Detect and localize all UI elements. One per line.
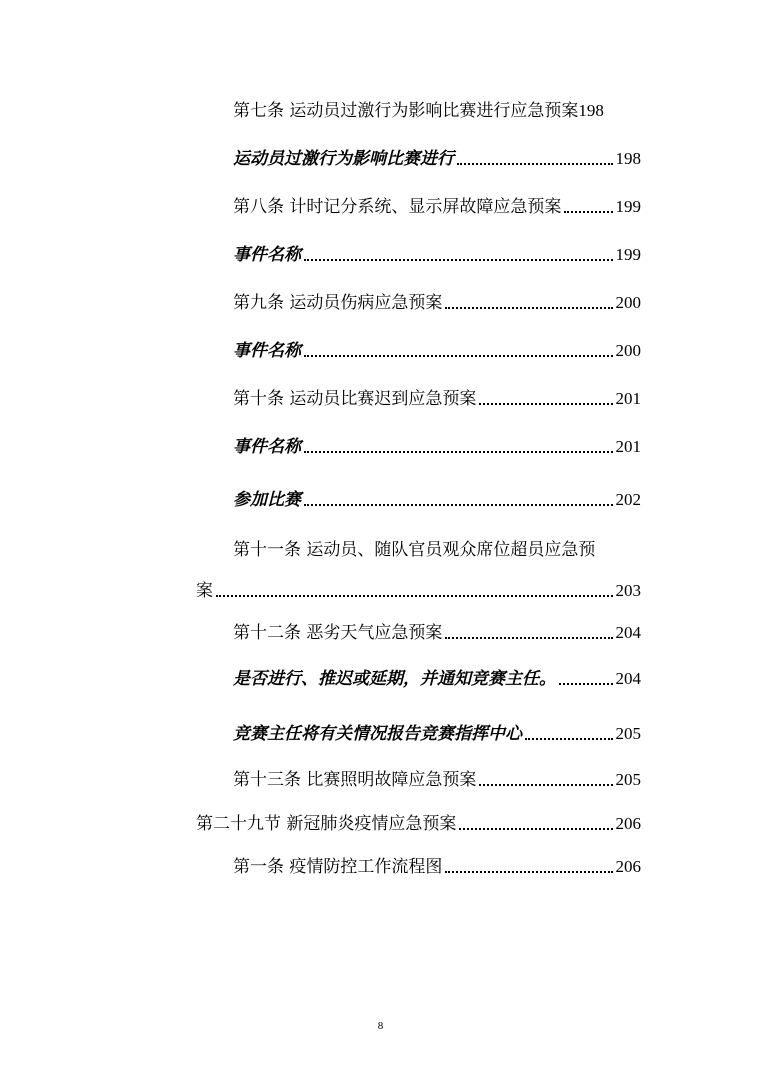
toc-entry-title: 是否进行、推迟或延期，并通知竞赛主任。: [233, 669, 556, 689]
toc-entry-page: 200: [615, 341, 641, 360]
toc-entry-title: 第七条 运动员过激行为影响比赛进行应急预案: [233, 101, 579, 121]
toc-entry-title: 事件名称: [233, 341, 301, 361]
toc-entry-title: 第九条 运动员伤病应急预案: [233, 293, 443, 313]
toc-entry-page: 206: [615, 857, 641, 876]
dot-leader: [304, 451, 613, 453]
toc-entry[interactable]: [233, 100, 641, 122]
dot-leader: [304, 504, 613, 506]
dot-leader: [479, 784, 612, 786]
toc-entry-page: 204: [615, 669, 641, 688]
toc-entry-page: 205: [615, 724, 641, 743]
toc-entry-page: 203: [615, 581, 641, 600]
toc-entry-page: 204: [615, 623, 641, 642]
toc-entry-title: 第十三条 比赛照明故障应急预案: [233, 770, 477, 790]
dot-leader: [216, 595, 613, 597]
toc-entry-title: 竞赛主任将有关情况报告竞赛指挥中心: [233, 724, 522, 744]
dot-leader: [445, 871, 612, 873]
toc-entry-page: 199: [615, 197, 641, 216]
dot-leader: [304, 259, 613, 261]
toc-entry-title: 事件名称: [233, 437, 301, 457]
toc-entry-title: 事件名称: [233, 245, 301, 265]
toc-entry[interactable]: [233, 340, 641, 362]
toc-entry[interactable]: [233, 436, 641, 458]
toc-entry[interactable]: [233, 668, 641, 690]
toc-entry-page: 198: [615, 149, 641, 168]
toc-entry[interactable]: [196, 580, 641, 602]
dot-leader: [304, 355, 613, 357]
toc-entry[interactable]: [233, 148, 641, 170]
toc-entry-page: 201: [615, 389, 641, 408]
toc-entry[interactable]: [233, 244, 641, 266]
toc-entry-page: 200: [615, 293, 641, 312]
toc-entry[interactable]: [196, 813, 641, 835]
dot-leader: [479, 403, 612, 405]
dot-leader: [457, 163, 613, 165]
toc-entry-title-continuation: 案: [196, 581, 213, 601]
toc-entry-page: 201: [615, 437, 641, 456]
dot-leader: [559, 683, 613, 685]
toc-entry-page: 199: [615, 245, 641, 264]
toc-entry-title: 第二十九节 新冠肺炎疫情应急预案: [196, 814, 457, 834]
dot-leader: [525, 738, 613, 740]
toc-entry-page: 205: [615, 770, 641, 789]
dot-leader: [564, 211, 612, 213]
toc-entry[interactable]: [233, 769, 641, 791]
toc-entry-page: 198: [578, 101, 604, 120]
toc-entry-title: 参加比赛: [233, 490, 301, 510]
toc-entry-title: 第十条 运动员比赛迟到应急预案: [233, 389, 477, 409]
dot-leader: [445, 307, 612, 309]
toc-entry[interactable]: [233, 196, 641, 218]
toc-entry-title: 第八条 计时记分系统、显示屏故障应急预案: [233, 197, 562, 217]
toc-entry-title: 第一条 疫情防控工作流程图: [233, 857, 443, 877]
dot-leader: [459, 828, 612, 830]
toc-entry-title: 运动员过激行为影响比赛进行: [233, 149, 454, 169]
toc-entry[interactable]: [233, 388, 641, 410]
toc-entry-title: 第十二条 恶劣天气应急预案: [233, 623, 443, 643]
page-number: 8: [377, 1020, 384, 1032]
toc-entry[interactable]: [233, 723, 641, 745]
toc-entry-page: 206: [615, 814, 641, 833]
toc-entry[interactable]: [233, 622, 641, 644]
toc-entry[interactable]: [233, 856, 641, 878]
toc-entry-page: 202: [615, 490, 641, 509]
toc-entry[interactable]: [233, 489, 641, 511]
toc-entry-title[interactable]: 第十一条 运动员、随队官员观众席位超员应急预: [233, 540, 596, 560]
toc-entry[interactable]: [233, 292, 641, 314]
dot-leader: [445, 637, 612, 639]
